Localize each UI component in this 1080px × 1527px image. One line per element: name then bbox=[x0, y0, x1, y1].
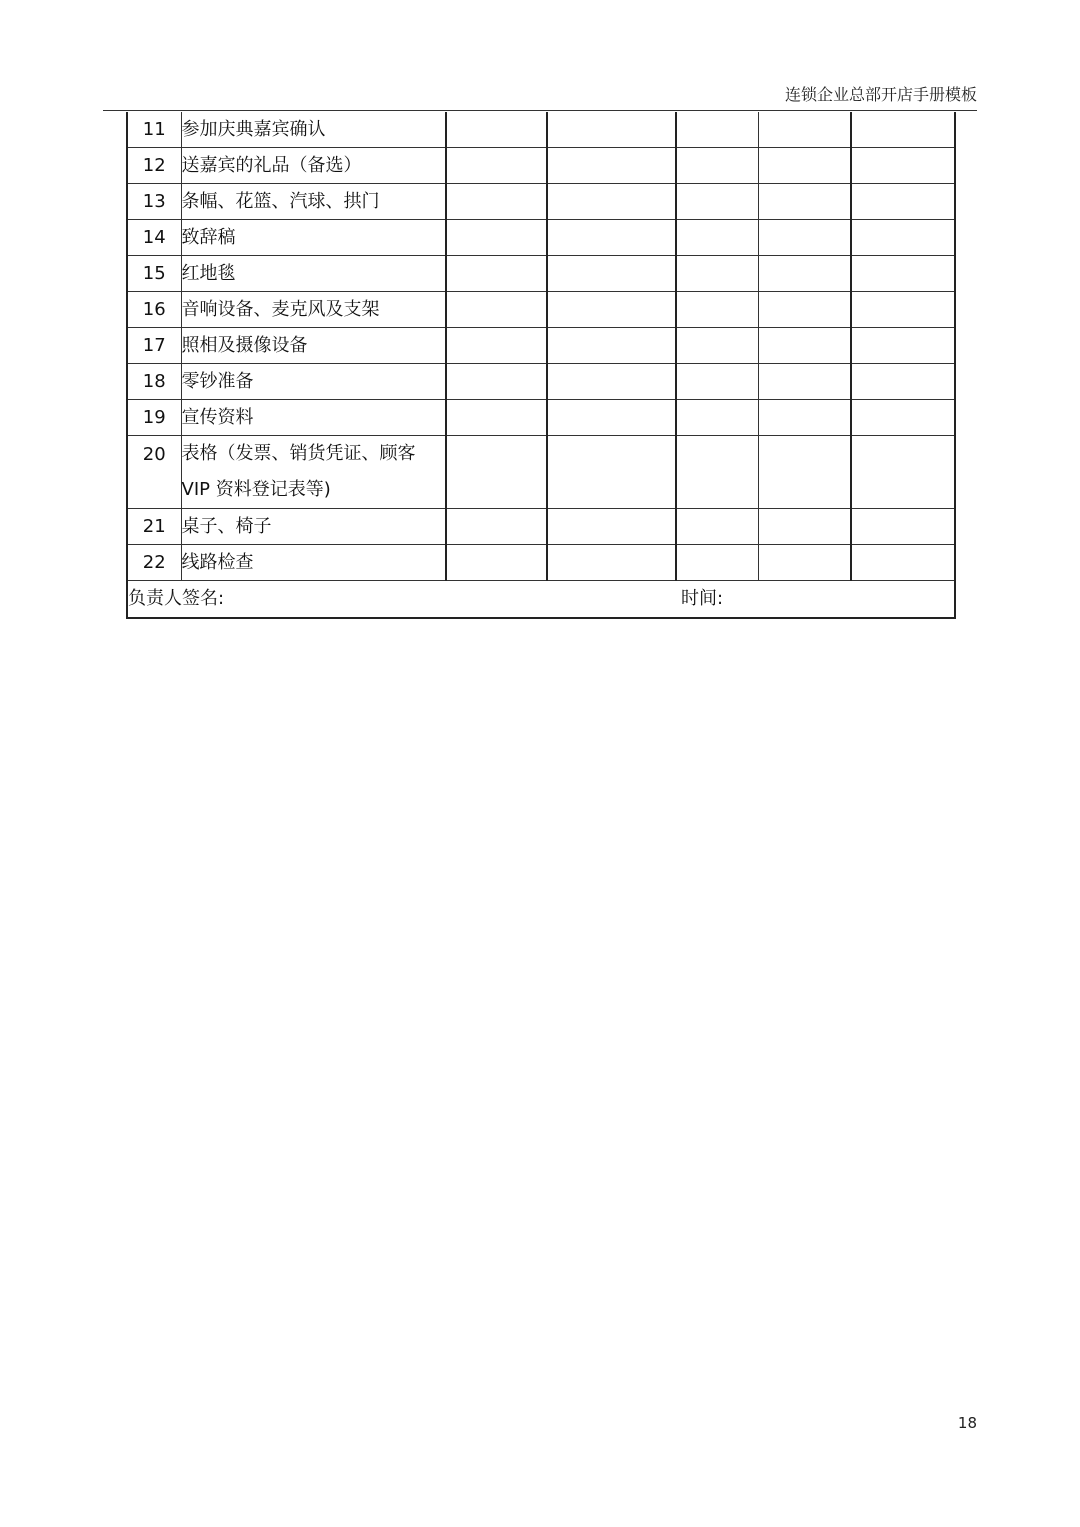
check-cell[interactable] bbox=[547, 364, 676, 400]
check-cell[interactable] bbox=[446, 256, 547, 292]
row-number: 12 bbox=[127, 148, 181, 184]
row-item: 条幅、花篮、汽球、拱门 bbox=[181, 184, 446, 220]
row-number: 18 bbox=[127, 364, 181, 400]
check-cell[interactable] bbox=[547, 545, 676, 581]
check-cell[interactable] bbox=[446, 112, 547, 148]
check-cell[interactable] bbox=[851, 112, 955, 148]
row-item: 红地毯 bbox=[181, 256, 446, 292]
row-number: 19 bbox=[127, 400, 181, 436]
check-cell[interactable] bbox=[676, 400, 758, 436]
check-cell[interactable] bbox=[758, 256, 851, 292]
check-cell[interactable] bbox=[547, 436, 676, 509]
check-cell[interactable] bbox=[547, 328, 676, 364]
check-cell[interactable] bbox=[676, 436, 758, 509]
table-row bbox=[127, 509, 955, 545]
check-cell[interactable] bbox=[446, 292, 547, 328]
table-row bbox=[127, 545, 955, 581]
row-number: 22 bbox=[127, 545, 181, 581]
table-row bbox=[127, 220, 955, 256]
check-cell[interactable] bbox=[758, 509, 851, 545]
check-cell[interactable] bbox=[547, 112, 676, 148]
check-cell[interactable] bbox=[758, 328, 851, 364]
check-cell[interactable] bbox=[547, 400, 676, 436]
time-label: 时间: bbox=[681, 588, 724, 609]
check-cell[interactable] bbox=[547, 184, 676, 220]
check-cell[interactable] bbox=[446, 400, 547, 436]
row-item: 照相及摄像设备 bbox=[181, 328, 446, 364]
check-cell[interactable] bbox=[547, 509, 676, 545]
check-cell[interactable] bbox=[676, 256, 758, 292]
row-number: 17 bbox=[127, 328, 181, 364]
check-cell[interactable] bbox=[446, 184, 547, 220]
row-number: 21 bbox=[127, 509, 181, 545]
row-item-line: 表格（发票、销货凭证、顾客 bbox=[181, 443, 416, 464]
check-cell[interactable] bbox=[547, 220, 676, 256]
check-cell[interactable] bbox=[446, 328, 547, 364]
check-cell[interactable] bbox=[851, 509, 955, 545]
check-cell[interactable] bbox=[758, 364, 851, 400]
check-cell[interactable] bbox=[676, 112, 758, 148]
row-item: 零钞准备 bbox=[181, 364, 446, 400]
check-cell[interactable] bbox=[851, 328, 955, 364]
check-cell[interactable] bbox=[547, 256, 676, 292]
row-item: 致辞稿 bbox=[181, 220, 446, 256]
check-cell[interactable] bbox=[446, 436, 547, 509]
check-cell[interactable] bbox=[851, 364, 955, 400]
check-cell[interactable] bbox=[758, 400, 851, 436]
checklist-table bbox=[126, 112, 956, 619]
header-title: 连锁企业总部开店手册模板 bbox=[784, 85, 977, 104]
row-number: 15 bbox=[127, 256, 181, 292]
check-cell[interactable] bbox=[758, 436, 851, 509]
check-cell[interactable] bbox=[851, 292, 955, 328]
check-cell[interactable] bbox=[676, 509, 758, 545]
check-cell[interactable] bbox=[758, 545, 851, 581]
row-number: 11 bbox=[127, 112, 181, 148]
check-cell[interactable] bbox=[676, 545, 758, 581]
table-row bbox=[127, 364, 955, 400]
check-cell[interactable] bbox=[851, 148, 955, 184]
check-cell[interactable] bbox=[851, 436, 955, 509]
check-cell[interactable] bbox=[547, 148, 676, 184]
check-cell[interactable] bbox=[758, 292, 851, 328]
signer-label: 负责人签名: bbox=[128, 588, 225, 609]
check-cell[interactable] bbox=[446, 148, 547, 184]
table-row bbox=[127, 256, 955, 292]
check-cell[interactable] bbox=[676, 292, 758, 328]
check-cell[interactable] bbox=[446, 545, 547, 581]
signature-row bbox=[127, 581, 955, 619]
check-cell[interactable] bbox=[676, 364, 758, 400]
table-row bbox=[127, 112, 955, 148]
row-number: 16 bbox=[127, 292, 181, 328]
row-item: 宣传资料 bbox=[181, 400, 446, 436]
row-item-line: VIP 资料登记表等) bbox=[181, 479, 331, 500]
check-cell[interactable] bbox=[851, 220, 955, 256]
signature-cell[interactable] bbox=[127, 581, 955, 619]
check-cell[interactable] bbox=[758, 112, 851, 148]
row-item: 音响设备、麦克风及支架 bbox=[181, 292, 446, 328]
table-row bbox=[127, 436, 955, 509]
check-cell[interactable] bbox=[851, 545, 955, 581]
check-cell[interactable] bbox=[851, 184, 955, 220]
table-row bbox=[127, 148, 955, 184]
check-cell[interactable] bbox=[758, 184, 851, 220]
table-row bbox=[127, 328, 955, 364]
header-divider bbox=[103, 110, 977, 111]
check-cell[interactable] bbox=[547, 292, 676, 328]
check-cell[interactable] bbox=[446, 364, 547, 400]
check-cell[interactable] bbox=[676, 184, 758, 220]
table-row bbox=[127, 184, 955, 220]
row-item: 送嘉宾的礼品（备选） bbox=[181, 148, 446, 184]
row-number: 14 bbox=[127, 220, 181, 256]
check-cell[interactable] bbox=[851, 256, 955, 292]
check-cell[interactable] bbox=[446, 220, 547, 256]
check-cell[interactable] bbox=[851, 400, 955, 436]
row-item: 桌子、椅子 bbox=[181, 509, 446, 545]
check-cell[interactable] bbox=[676, 148, 758, 184]
check-cell[interactable] bbox=[446, 509, 547, 545]
row-number: 20 bbox=[127, 436, 181, 509]
row-item bbox=[181, 436, 446, 509]
row-item: 线路检查 bbox=[181, 545, 446, 581]
check-cell[interactable] bbox=[676, 328, 758, 364]
check-cell[interactable] bbox=[758, 148, 851, 184]
table-row bbox=[127, 400, 955, 436]
page-number: 18 bbox=[957, 1414, 977, 1432]
table-row bbox=[127, 292, 955, 328]
row-number: 13 bbox=[127, 184, 181, 220]
row-item: 参加庆典嘉宾确认 bbox=[181, 112, 446, 148]
check-cell[interactable] bbox=[676, 220, 758, 256]
check-cell[interactable] bbox=[758, 220, 851, 256]
